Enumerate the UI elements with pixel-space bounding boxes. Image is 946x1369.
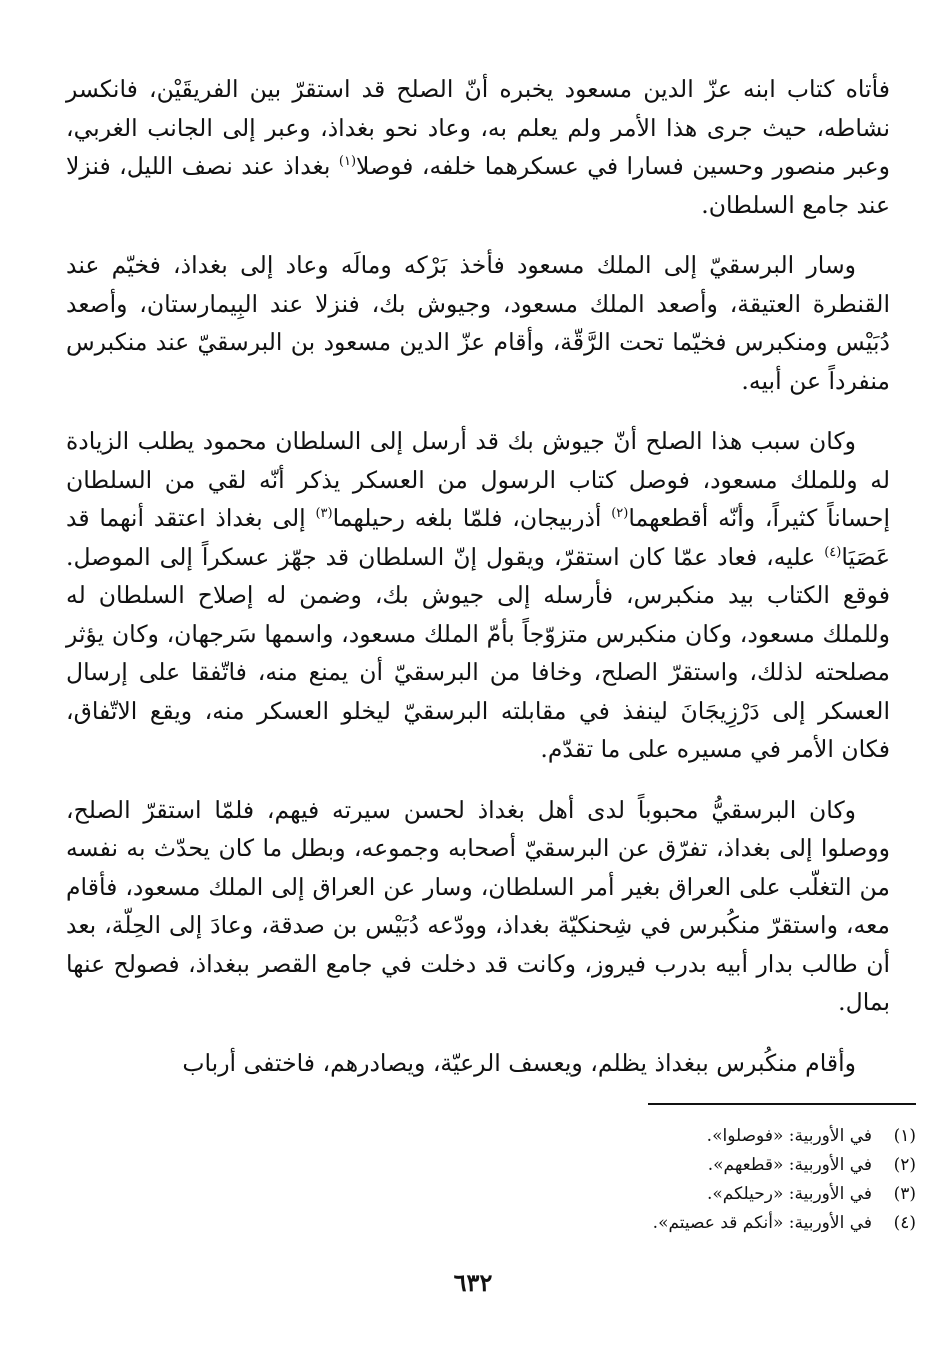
paragraph-3-text-c: إلى بغداذ اعتقد أنهما قد عَصَيَا: [66, 504, 890, 571]
paragraph-3-text-d: عليه، فعاد عمّا كان استقرّ، ويقول إنّ السلطان قد جهّز عسكراً إلى الموصل. فوقع الكتاب بيد منكبرس، فأرسله إلى جيوش بك، وضمن له إصلاح السلطان له وللملك مسعود، وكان منكبرس متزوّجاً بأمّ الملك مسعود، واسمها سَرجهان، وكان يؤثر مصلحته لذلك، واستقرّ الصلح، وخافا من البرسقيّ أن يمنع منه، فاتّفقا على إرسال العسكر إلى دَرْزِيجَانَ لينفذ في مقابلته البرسقيّ ليخلو العسكر منه، ويقع الاتّفاق، فكان الأمر في مسيره على ما تقدّم.: [66, 542, 890, 763]
paragraph-3-text-b: أذربيجان، فلمّا بلغه رحيلهما: [332, 504, 612, 532]
paragraph-5: [66, 1044, 890, 1083]
paragraph-1-text-b: بغداذ عند نصف الليل، فنزلا عند جامع السلطان.: [66, 152, 890, 219]
paragraph-3-text-a: وكان سبب هذا الصلح أنّ جيوش بك قد أرسل إلى السلطان محمود يطلب الزيادة له وللملك مسعود، فوصل كتاب الرسول من العسكر يذكر أنّه لقي من السلطان إحساناً كثيراً، وأنّه أقطعهما: [66, 427, 890, 532]
footnote-2: [396, 1151, 916, 1180]
paragraph-5-text: وأقام منكُبرس ببغداذ يظلم، ويعسف الرعيّة، ويصادرهم، فاختفى أرباب: [182, 1048, 856, 1077]
footnote-separator: [648, 1103, 916, 1105]
footnotes: [396, 1122, 916, 1238]
footnote-number: (٤): [893, 1213, 916, 1233]
page-body: [66, 70, 890, 1082]
footnote-1: [396, 1122, 916, 1151]
footnote-text: في الأوربية: «أنكم قد عصيتم».: [652, 1213, 872, 1233]
footnote-text: في الأوربية: «رحيلكم».: [706, 1184, 872, 1204]
paragraph-1-text-a: فأتاه كتاب ابنه عزّ الدين مسعود يخبره أنّ الصلح قد استقرّ بين الفريقَيْن، فانكسر نشاطه، حيث جرى هذا الأمر ولم يعلم به، وعاد نحو بغداذ، وعبر إلى الجانب الغربي، وعبر منصور وحسين فسارا في عسكرهما خلفه، فوصلا: [66, 75, 891, 180]
paragraph-2: [66, 246, 890, 400]
footnote-3: [396, 1180, 916, 1209]
footnote-4: [396, 1209, 916, 1238]
footnote-text: في الأوربية: «قطعهم».: [707, 1155, 872, 1175]
main-text: [66, 70, 890, 1082]
paragraph-4-text: وكان البرسقيُّ محبوباً لدى أهل بغداذ لحسن سيرته فيهم، فلمّا استقرّ الصلح، ووصلوا إلى بغداذ، تفرّق عن البرسقيّ أصحابه وجموعه، وبطل ما كان يحدّث به نفسه من التغلّب على العراق بغير أمر السلطان، وسار عن العراق إلى الملك مسعود، فأقام معه، واستقرّ منكُبرس في شِحنكيّة بغداذ، وودّعه دُبَيْس بن صدقة، وعادَ إلى الحِلّة، بعد أن طالب بدار أبيه بدرب فيروز، وكانت قد دخلت في جامع القصر ببغداذ، فصولح عنها بمال.: [66, 795, 890, 1016]
footnote-number: (٣): [893, 1184, 916, 1204]
paragraph-2-text: وسار البرسقيّ إلى الملك مسعود فأخذ بَرْكه ومالَه وعاد إلى بغداذ، فخيّم عند القنطرة العتيقة، وأصعد الملك مسعود، وجيوش بك، فنزلا عند البِيمارستان، وأصعد دُبَيْس ومنكبرس فخيّما تحت الرَّقّة، وأقام عزّ الدين مسعود بن البرسقيّ عند منكبرس منفرداً عن أبيه.: [66, 251, 890, 395]
paragraph-3: [66, 422, 890, 769]
paragraph-1: [66, 70, 890, 224]
footnote-ref-2: (٢): [611, 506, 629, 522]
paragraph-4: [66, 791, 890, 1022]
footnote-ref-3: (٣): [315, 506, 333, 522]
footnote-number: (١): [893, 1126, 916, 1146]
footnote-ref-1: (١): [338, 154, 357, 170]
footnote-ref-4: (٤): [824, 544, 842, 560]
footnote-number: (٢): [893, 1155, 916, 1175]
footnote-text: في الأوربية: «فوصلوا».: [706, 1126, 872, 1146]
page-number: ٦٣٢: [453, 1268, 493, 1297]
